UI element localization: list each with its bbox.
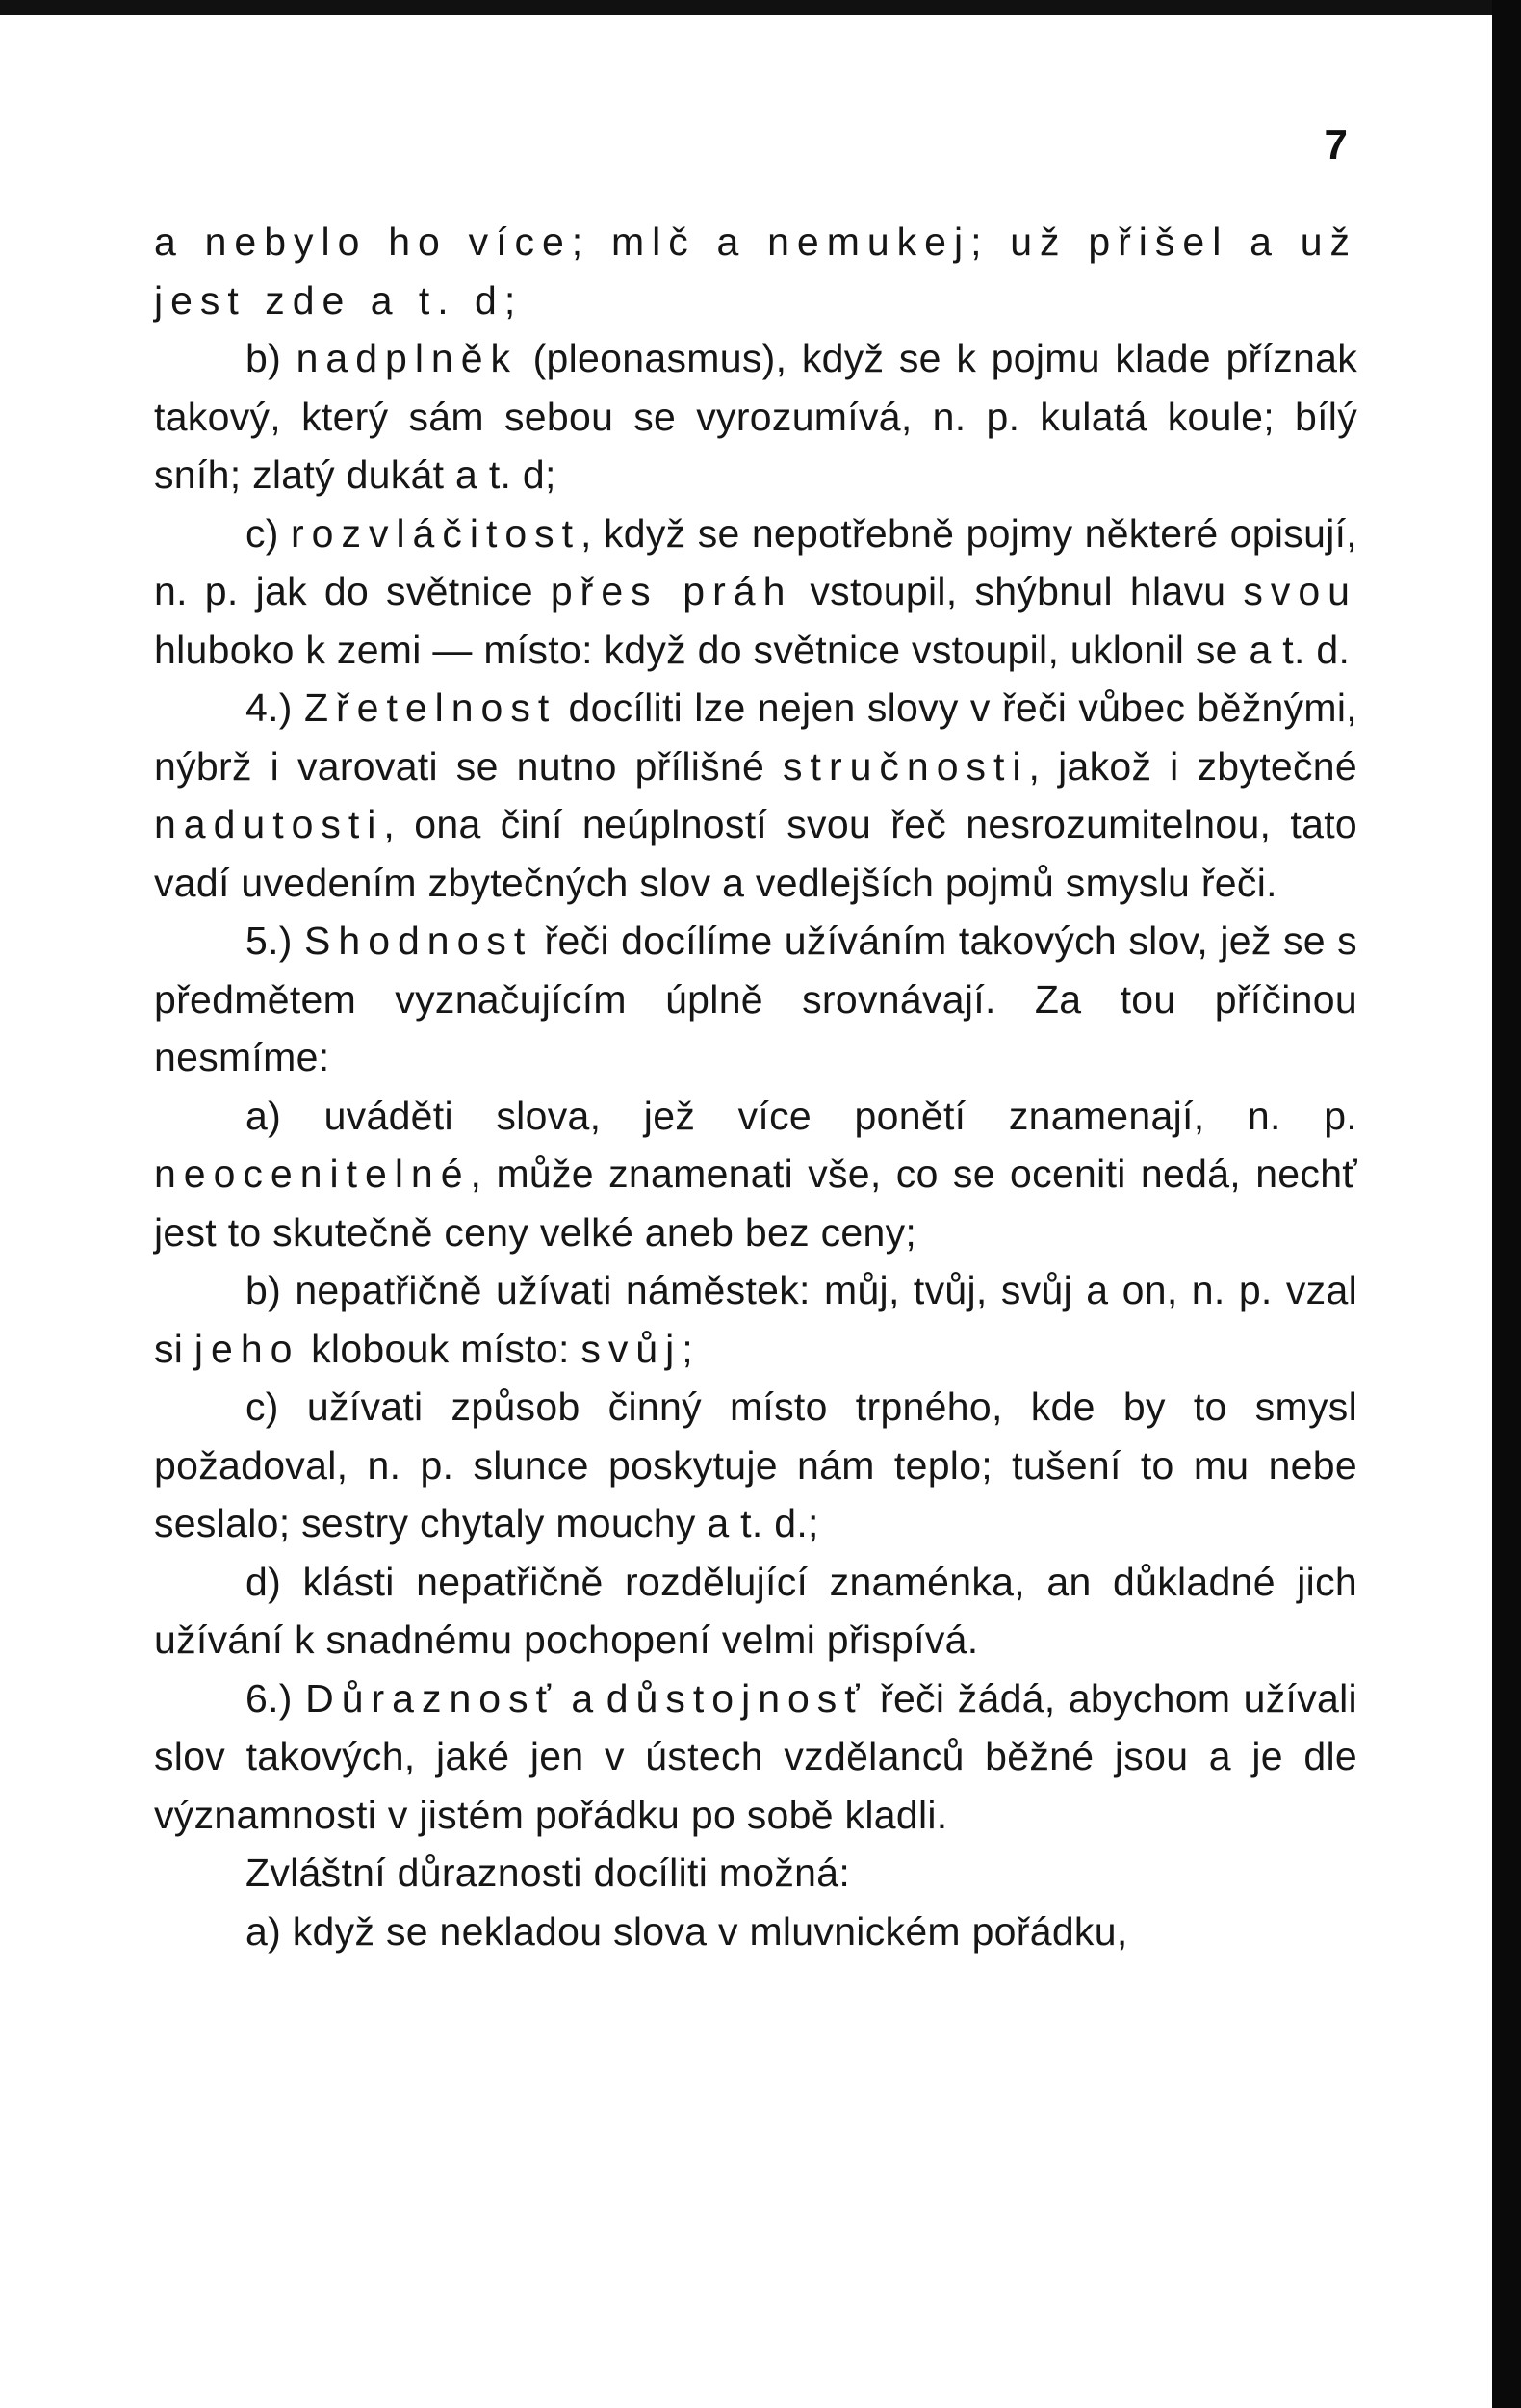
text-segment: řeči žádá, abychom užívali slov takových, jaké jen v ústech vzdělanců běžné jsou a je dle významnosti v jistém pořádku po sobě kladli. (154, 1675, 1357, 1837)
paragraph-item-b-pleonasmus (154, 329, 1357, 505)
emphasized-term: jeho (193, 1326, 300, 1371)
text-segment: b) (245, 336, 296, 380)
paragraph-item-a-poradek (154, 1903, 1357, 1961)
paragraph-point-6-duraznost (154, 1670, 1357, 1845)
emphasized-term: Shodnost (304, 919, 533, 963)
emphasized-term: nadutosti (154, 802, 384, 846)
emphasized-term: svůj (580, 1326, 683, 1371)
emphasized-term: Zřetelnost (303, 686, 557, 730)
scan-edge (1492, 0, 1521, 2408)
text-segment: hluboko k zemi — místo: když do světnice vstoupil, uklonil se a t. d. (154, 627, 1351, 672)
paragraph-item-a-uvadeti (154, 1087, 1357, 1262)
text-segment: ; (682, 1326, 693, 1371)
text-segment: docíliti lze nejen slovy v řeči vůbec běžnými, nýbrž i varovati se nutno přílišné (154, 686, 1357, 789)
text-segment: Zvláštní důraznosti docíliti možná: (245, 1851, 851, 1895)
page-body-text (154, 213, 1357, 1960)
emphasized-term: neocenitelné (154, 1152, 471, 1196)
text-segment: c) (245, 510, 291, 556)
text-segment: řeči docílíme užíváním takových slov, jež se s předmětem vyznačujícím úplně srovnávají. Za tou příčinou nesmíme: (154, 919, 1357, 1079)
emphasized-term: a nebylo ho více; mlč a nemukej; už přišel a už jest zde a t. d; (154, 220, 1357, 323)
text-segment: , když se nepotřebně pojmy některé opisují, n. p. jak do světnice (154, 510, 1357, 613)
paragraph-item-c-zpusob (154, 1378, 1357, 1553)
text-segment: a) když se nekladou slova v mluvnickém pořádku, (245, 1908, 1128, 1954)
text-segment: , jakož i zbytečné (1028, 743, 1357, 789)
paragraph-item-d-znaminka (154, 1553, 1357, 1670)
text-segment: klobouk místo: (299, 1326, 581, 1371)
paragraph-intro-examples (154, 213, 1357, 329)
emphasized-term: nadplněk (296, 336, 519, 380)
emphasized-term: Důraznosť (305, 1675, 558, 1721)
text-segment: , může znamenati vše, co se oceniti nedá, nechť jest to skutečně ceny velké aneb bez ceny; (154, 1152, 1357, 1255)
text-segment: (pleonasmus), když se k pojmu klade příznak takový, který sám sebou se vyrozumívá, n. p. kulatá koule; bílý sníh; zlatý dukát a t. d; (154, 336, 1357, 497)
text-segment: d) klásti nepatřičně rozdělující znaménka, an důkladné jich užívání k snadnému pochopení velmi přispívá. (154, 1559, 1357, 1662)
text-segment: 6.) (245, 1675, 306, 1721)
text-segment: vstoupil, shýbnul hlavu (792, 569, 1244, 613)
emphasized-term: stručnosti (783, 743, 1029, 789)
paragraph-point-4-zretelnost (154, 679, 1357, 912)
emphasized-term: důstojnosť (606, 1675, 867, 1721)
text-segment: a (557, 1675, 606, 1721)
paragraph-item-b-namestek (154, 1261, 1357, 1378)
text-segment: 4.) (245, 686, 304, 730)
emphasized-term: svou (1243, 569, 1357, 613)
paragraph-zvlastni-duraznosti (154, 1844, 1357, 1903)
paragraph-point-5-shodnost (154, 912, 1357, 1087)
paragraph-item-c-rozvlacitost (154, 505, 1357, 680)
text-segment: a) uváděti slova, jež více ponětí znamenají, n. p. (245, 1093, 1357, 1138)
text-segment: 5.) (245, 919, 305, 963)
page-number: 7 (1324, 121, 1348, 168)
emphasized-term: přes práh (550, 569, 793, 613)
text-segment: c) užívati způsob činný místo trpného, kde by to smysl požadoval, n. p. slunce poskytuje nám teplo; tušení to mu nebe seslalo; sestry chytaly mouchy a t. d.; (154, 1385, 1357, 1545)
text-segment: b) nepatřičně užívati náměstek: můj, tvůj, svůj a on, n. p. vzal si (154, 1268, 1357, 1371)
emphasized-term: rozvláčitost (290, 510, 581, 556)
text-segment: , ona činí neúplností svou řeč nesrozumitelnou, tato vadí uvedením zbytečných slov a vedlejších pojmů smyslu řeči. (154, 802, 1357, 905)
